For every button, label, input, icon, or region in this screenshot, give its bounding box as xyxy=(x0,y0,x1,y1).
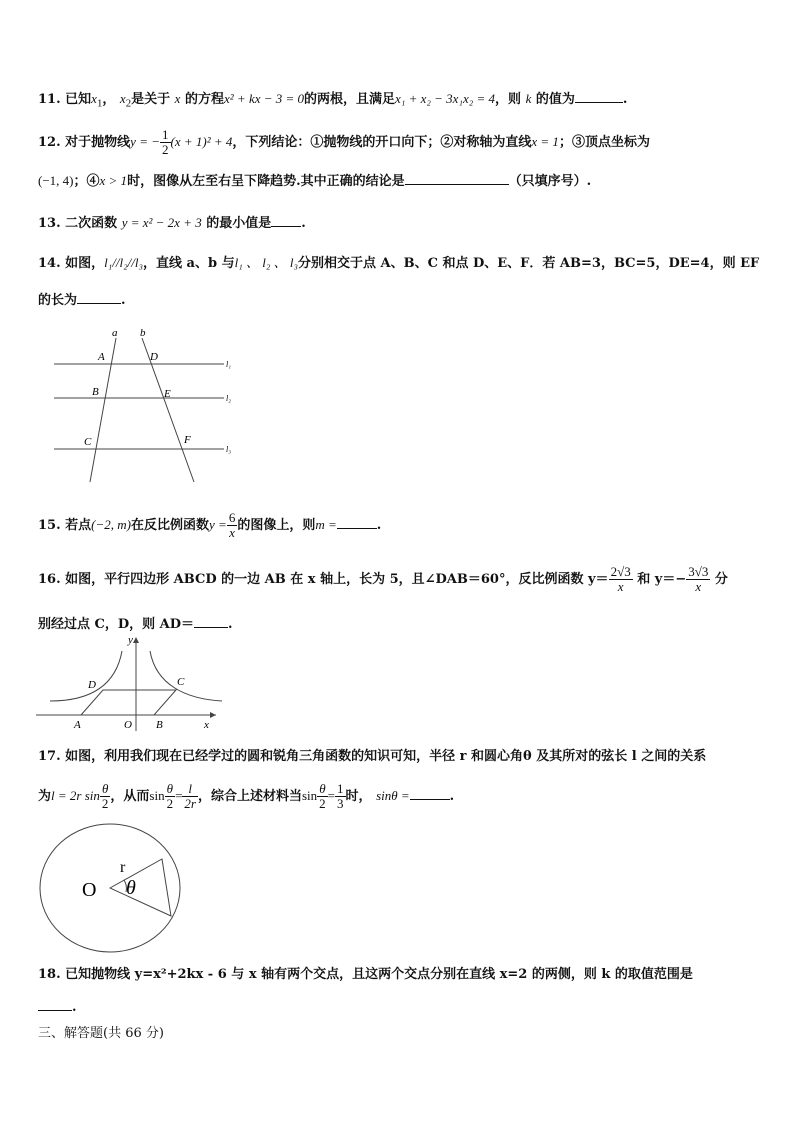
label-A: A xyxy=(98,351,105,363)
fraction: $\frac{3√3}{x}$ xyxy=(688,564,709,594)
fraction: $\frac{l}{2r}$ xyxy=(184,781,196,811)
question-16-line-2: 别经过点 C，D，则 AD＝ . xyxy=(38,613,758,635)
answer-blank[interactable] xyxy=(405,170,509,185)
label-C: C xyxy=(177,676,185,688)
parallelogram-ABCD xyxy=(81,690,176,715)
label-O: O xyxy=(124,719,132,731)
figure-parallelogram xyxy=(36,633,236,733)
x-axis-arrow xyxy=(210,712,216,718)
section-title: 三、解答题(共 66 分) xyxy=(38,1026,164,1041)
answer-blank[interactable] xyxy=(575,88,623,103)
question-18-line-2: . xyxy=(38,996,758,1018)
answer-blank[interactable] xyxy=(77,289,121,304)
label-a: a xyxy=(112,327,118,339)
fraction: $\frac{\theta}{2}$ xyxy=(101,781,109,811)
question-14: 14. 如图，l₁//l₂//l₃，直线 a、b 与l₁ 、 l₂ 、 l₃分别相交于点 A、B、C 和点 D、E、F．若 AB=3，BC=5，DE=4，则 EF xyxy=(38,255,760,271)
figure-parallel-lines xyxy=(48,322,248,487)
question-15: 15. 若点(−2, m)在反比例函数y = $\frac{6}{x}$ 的图像上，则m = . xyxy=(38,510,382,540)
fraction: $\frac{\theta}{2}$ xyxy=(166,781,174,811)
question-17-line-2: 为l = 2r sin $\frac{\theta}{2}$ ，从而sin $\frac{\theta}{2}$ = $\frac{l}{2r}$ ，综合上述材料当sin $\frac{\theta}{2}$ = $\frac{1}{3}$ 时， sinθ = . xyxy=(38,781,455,811)
question-13: 13. 二次函数 y = x² − 2x + 3 的最小值是 . xyxy=(38,212,758,234)
label-C: C xyxy=(84,436,92,448)
label-D: D xyxy=(150,351,158,363)
label-x: x xyxy=(204,719,209,731)
question-14-line-2: 的长为 . xyxy=(38,289,758,311)
label-D: D xyxy=(88,679,96,691)
label-theta: θ xyxy=(126,877,136,899)
answer-blank[interactable] xyxy=(194,613,228,628)
curve-left xyxy=(50,651,122,701)
label-l2: l₂ xyxy=(226,394,232,403)
label-A: A xyxy=(74,719,81,731)
fraction: $\frac{1}{3}$ xyxy=(337,781,344,811)
label-l3: l₃ xyxy=(226,445,232,454)
answer-blank[interactable] xyxy=(337,514,377,529)
question-12-line-2: (−1, 4)；④x > 1时，图像从左至右呈下降趋势.其中正确的结论是 （只填序号）. xyxy=(38,170,758,192)
question-17: 17. 如图，利用我们现在已经学过的圆和锐角三角函数的知识可知，半径 r 和圆心角θ 及其所对的弦长 l 之间的关系 xyxy=(38,749,707,764)
question-18: 18. 已知抛物线 y=x²+2kx - 6 与 x 轴有两个交点，且这两个交点分别在直线 x=2 的两侧，则 k 的取值范围是 xyxy=(38,967,693,982)
answer-blank[interactable] xyxy=(271,212,301,227)
fraction: $\frac{2√3}{x}$ xyxy=(610,564,631,594)
label-r: r xyxy=(120,859,126,876)
answer-blank[interactable] xyxy=(410,785,450,800)
label-O: O xyxy=(82,879,97,901)
fraction: $\frac{\theta}{2}$ xyxy=(319,781,326,811)
curve-right xyxy=(150,651,222,701)
label-B: B xyxy=(156,719,163,731)
label-B: B xyxy=(92,386,99,398)
fraction: $\frac{1}{2}$ xyxy=(162,127,169,157)
fraction: $\frac{6}{x}$ xyxy=(228,510,236,540)
question-11: 11. 已知$x_1$， $x_2$是关于 x 的方程x² + kx − 3 = 0的两根，且满足x₁ + x₂ − 3x₁x₂ = 4，则 k 的值为 . xyxy=(38,88,758,114)
answer-blank[interactable] xyxy=(38,996,72,1011)
label-b: b xyxy=(140,327,146,339)
question-16: 16. 如图，平行四边形 ABCD 的一边 AB 在 x 轴上，长为 5，且∠DAB＝60°，反比例函数 y＝ $\frac{2√3}{x}$ 和 y＝− $\frac{3√3}{x}$ 分 xyxy=(38,564,728,594)
label-l1: l₁ xyxy=(226,360,232,369)
y-axis-arrow xyxy=(133,637,139,643)
label-F: F xyxy=(184,434,191,446)
question-12: 12. 对于抛物线y = − $\frac{1}{2}$ (x + 1)² + 4，下列结论：①抛物线的开口向下；②对称轴为直线x = 1；③顶点坐标为 xyxy=(38,127,650,157)
label-y: y xyxy=(128,634,133,646)
figure-circle xyxy=(38,822,186,956)
label-E: E xyxy=(164,388,171,400)
